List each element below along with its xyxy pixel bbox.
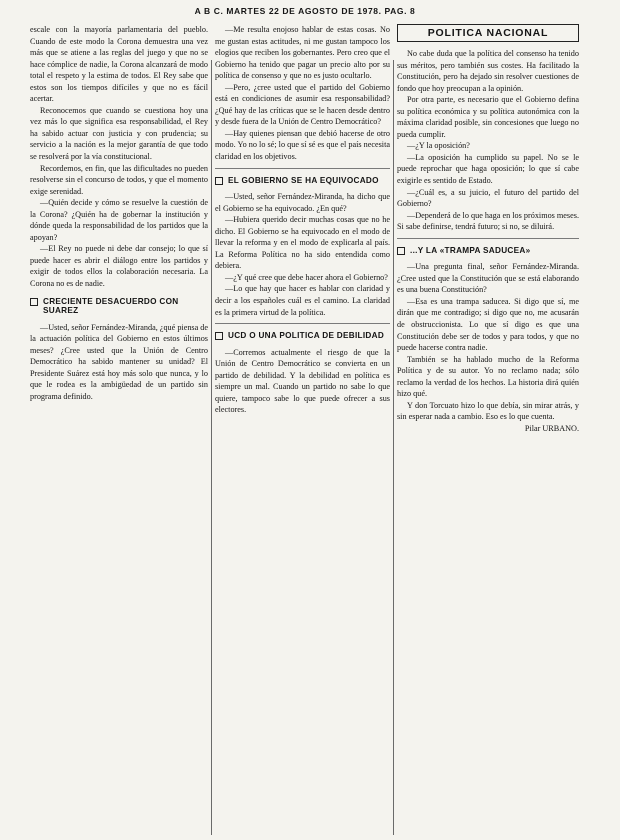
column-divider	[393, 60, 394, 835]
column-3	[397, 24, 579, 834]
subheading	[397, 246, 579, 256]
square-bullet-icon	[215, 332, 223, 340]
article-paragraph: escale con la mayoría parlamentaria del pueblo. Cuando de este modo la Corona demuestra una vez más que se atiene a las reglas del juego y que no se hace cómplice de nadie, la Corona alcanzará de modo total el respeto y la estima de todos. El Rey sabe que estos son los tiempos difíciles y que no es fácil acertar.	[30, 25, 208, 104]
section-title: POLITICA NACIONAL	[397, 24, 579, 42]
section-rule	[215, 168, 390, 169]
article-paragraph: —Una pregunta final, señor Fernández-Miranda. ¿Cree usted que la Constitución que se está elaborando es una buena Constitución?	[397, 262, 579, 295]
article-paragraph: —Esa es una trampa saducea. Si digo que sí, me dirán que me contradigo; si digo que no, me acusarán de obstruccionista. Lo que sí digo es que una Constitución debe ser de todos y para todos, y que no puede hacerse contra nadie.	[397, 296, 579, 353]
article-paragraph: —¿Y la oposición?	[407, 141, 470, 151]
square-bullet-icon	[215, 177, 223, 185]
article-paragraph: Y don Torcuato hizo lo que debía, sin mirar atrás, y sin esperar nada a cambio. Eso es lo que cuenta.	[397, 400, 579, 422]
subheading	[215, 331, 390, 341]
byline-signature: Pilar URBANO.	[524, 423, 579, 433]
article-paragraph: —Pero, ¿cree usted que el partido del Gobierno está en condiciones de asumir esa responsabilidad? ¿Qué hay de las críticas que se le hacen desde dentro y desde fuera de la Unión de Centro Democrático?	[215, 82, 390, 127]
column-2	[215, 24, 390, 834]
article-paragraph: —Hubiera querido decir muchas cosas que no he dicho. El Gobierno se ha equivocado en el modo de llevar la reforma y en el modo de explicarla al país. La Reforma Política no ha sido entendida como debiera.	[215, 215, 390, 271]
article-paragraph: —La oposición ha cumplido su papel. No se le puede reprochar que haga oposición; lo que sí cabe exigirle es sentido de Estado.	[397, 152, 579, 186]
article-paragraph: —Corremos actualmente el riesgo de que la Unión de Centro Democrático se convierta en un partido de debilidad. Y la debilidad en política es siempre un mal. Cuando un partido no sabe lo que quiere, tampoco sabe lo que puede ofrecer a sus electores.	[215, 347, 390, 415]
subheading-text: CRECIENTE DESACUERDO CON SUAREZ	[43, 296, 179, 316]
square-bullet-icon	[30, 298, 38, 306]
article-paragraph: Por otra parte, es necesario que el Gobierno defina su política económica y su política autonómica con la máxima claridad posible, sin concesiones que luego no pueda cumplir.	[397, 95, 579, 139]
article-paragraph: Reconocemos que cuando se cuestiona hoy una vez más lo que significa esa responsabilidad, el Rey ha sabido actuar con justicia y con prudencia; su servicio a la nación es la mejor garantía de que todo se resolverá por la vía constitucional.	[30, 105, 208, 162]
article-paragraph: —Usted, señor Fernández-Miranda, ¿qué piensa de la actuación política del Gobierno en estos últimos meses? ¿Cree usted que la Unión de Centro Democrático ha sabido mantener su unidad? El Presidente Suárez está hoy más solo que nunca, y lo que le rodea es la ambigüedad de un partido sin programa definido.	[30, 322, 208, 401]
subheading	[30, 297, 208, 316]
article-paragraph: —¿Y qué cree que debe hacer ahora el Gobierno?	[225, 272, 388, 282]
subheading-text: UCD O UNA POLITICA DE DEBILIDAD	[228, 331, 385, 341]
article-paragraph: —Quién decide y cómo se resuelve la cuestión de la Corona? ¿Quién ha de gobernar la institución y dónde queda la responsabilidad de los partidos que la apoyan?	[30, 198, 208, 242]
column-1	[30, 24, 208, 834]
article-paragraph: —¿Cuál es, a su juicio, el futuro del partido del Gobierno?	[397, 187, 579, 209]
article-paragraph: —Lo que hay que hacer es hablar con claridad y decir a los españoles cuál es el camino. La claridad es la primera virtud de la política.	[215, 284, 390, 317]
square-bullet-icon	[397, 247, 405, 255]
article-paragraph: —El Rey no puede ni debe dar consejo; lo que sí puede hacer es abrir el diálogo entre los partidos y exigir de todos ellos la colaboración necesaria. La Corona no es de nadie.	[30, 244, 208, 289]
article-paragraph: Recordemos, en fin, que las dificultades no pueden resolverse sin el concurso de todos, y que el momento exige serenidad.	[30, 163, 208, 196]
article-paragraph: —Me resulta enojoso hablar de estas cosas. No me gustan estas actitudes, ni me gustan tampoco los elogios que reciben los gobernantes. Pero creo que el Gobierno ha tenido que pagar un precio alto por su política de consenso y que no es justo ocultarlo.	[215, 25, 390, 81]
page-header: A B C. MARTES 22 DE AGOSTO DE 1978. PAG. 8	[194, 6, 416, 16]
article-paragraph: —Usted, señor Fernández-Miranda, ha dicho que el Gobierno se ha equivocado. ¿En qué?	[215, 192, 390, 213]
subheading-text: ...Y LA «TRAMPA SADUCEA»	[410, 245, 531, 255]
article-paragraph: No cabe duda que la política del consenso ha tenido sus méritos, pero también sus costes. Ha facilitado la Constitución, pero ha dejado sin resolver cuestiones de fondo que hoy preocupan a la opinión.	[397, 49, 579, 93]
article-paragraph: —Dependerá de lo que haga en los próximos meses. Si sabe definirse, tendrá futuro; si no, se diluirá.	[397, 210, 579, 232]
subheading-text: EL GOBIERNO SE HA EQUIVOCADO	[228, 175, 379, 185]
column-divider	[211, 60, 212, 835]
section-rule	[397, 238, 579, 239]
section-rule	[215, 323, 390, 324]
article-paragraph: —Hay quienes piensan que debió hacerse de otro modo. Yo no lo sé; lo que sí sé es que el país necesita claridad en los objetivos.	[215, 128, 390, 162]
article-paragraph: También se ha hablado mucho de la Reforma Política y de su autor. Yo no reclamo nada; sólo reclamo la verdad de los hechos. La historia dirá quién hizo qué.	[397, 354, 579, 399]
subheading	[215, 176, 390, 186]
